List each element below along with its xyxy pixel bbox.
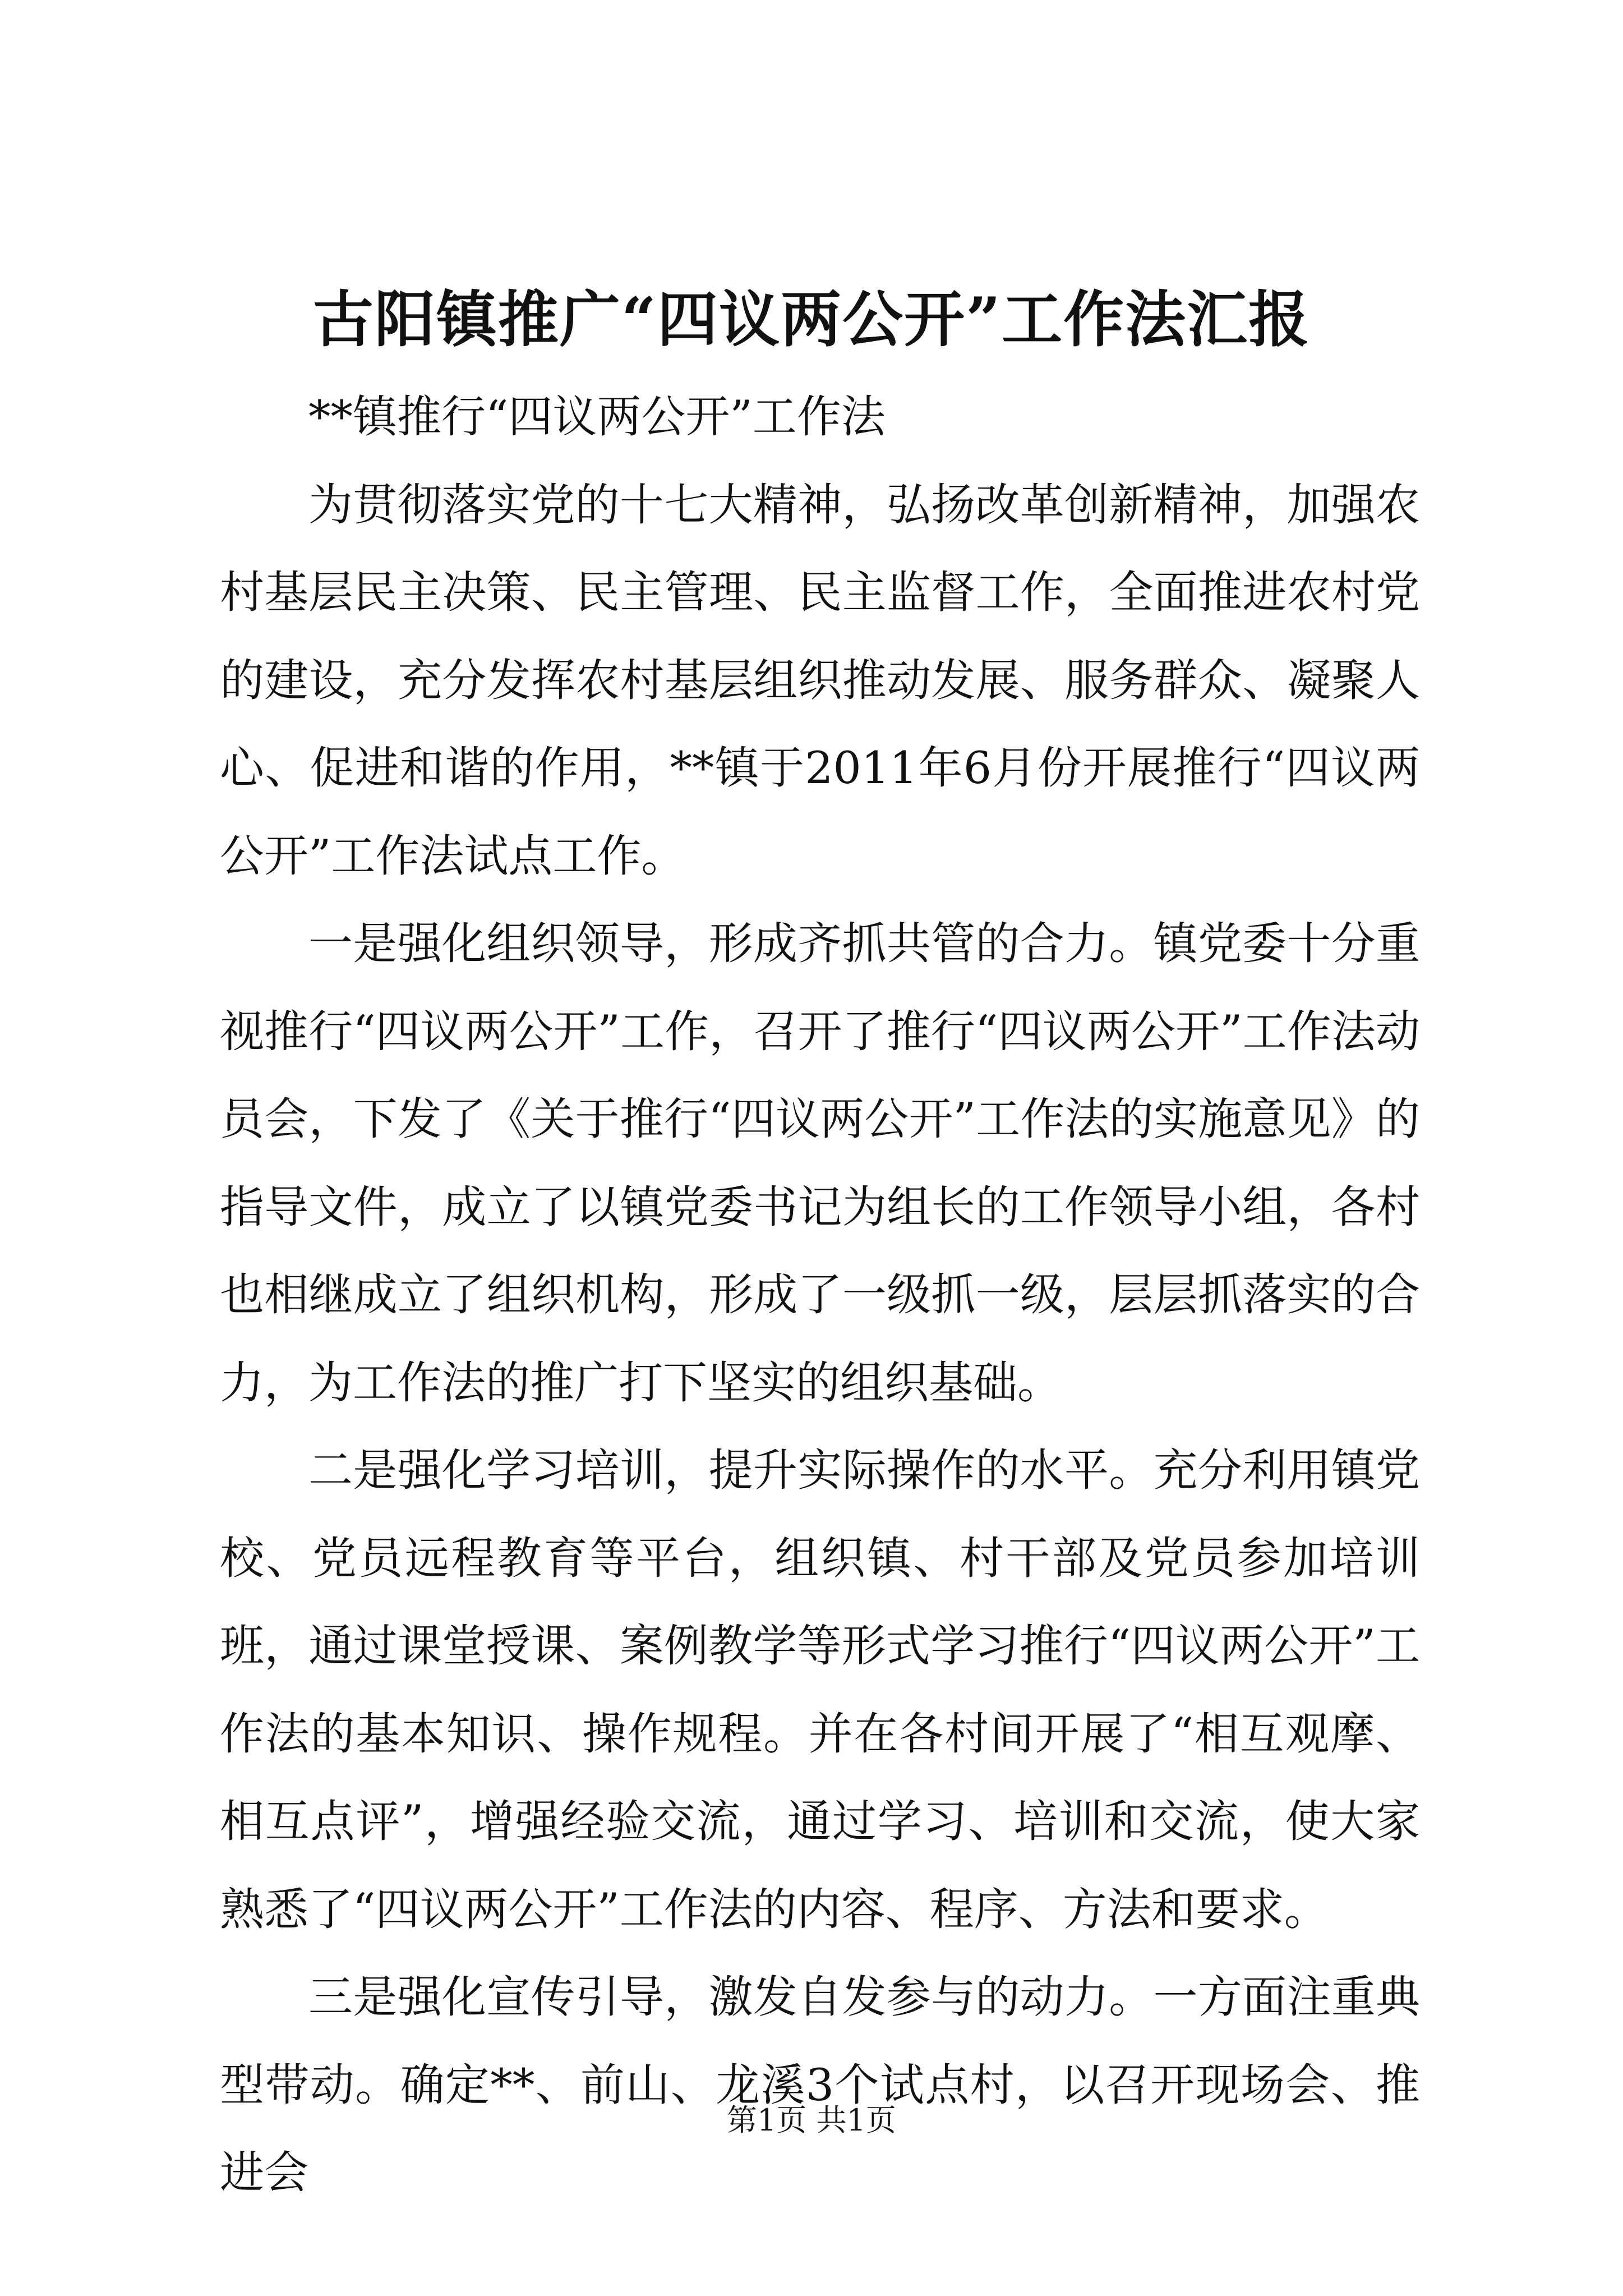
paragraph-subtitle: **镇推行“四议两公开”工作法	[308, 391, 886, 443]
page-footer: 第1页 共1页	[727, 2102, 896, 2138]
document-title: 古阳镇推广“四议两公开”工作法汇报	[312, 284, 1311, 355]
paragraph-point-one: 一是强化组织领导，形成齐抓共管的合力。镇党委十分重视推行“四议两公开”工作，召开了推行“四议两公开”工作法动员会，下发了《关于推行“四议两公开”工作法的实施意见》的指导文件，成立了以镇党委书记为组长的工作领导小组，各村也相继成立了组织机构，形成了一级抓一级，层层抓落实的合力，为工作法的推广打下坚实的组织基础。	[220, 918, 1420, 1409]
paragraph-point-two: 二是强化学习培训，提升实际操作的水平。充分利用镇党校、党员远程教育等平台，组织镇、村干部及党员参加培训班，通过课堂授课、案例教学等形式学习推行“四议两公开”工作法的基本知识、操作规程。并在各村间开展了“相互观摩、相互点评”，增强经验交流，通过学习、培训和交流，使大家熟悉了“四议两公开”工作法的内容、程序、方法和要求。	[220, 1444, 1420, 1935]
paragraph-point-three: 三是强化宣传引导，激发自发参与的动力。一方面注重典型带动。确定**、前山、龙溪3个试点村，以召开现场会、推进会	[220, 1971, 1420, 2198]
document-body	[220, 373, 1420, 2217]
paragraph-intro: 为贯彻落实党的十七大精神，弘扬改革创新精神，加强农村基层民主决策、民主管理、民主监督工作，全面推进农村党的建设，充分发挥农村基层组织推动发展、服务群众、凝聚人心、促进和谐的作用，**镇于2011年6月份开展推行“四议两公开”工作法试点工作。	[220, 478, 1420, 882]
